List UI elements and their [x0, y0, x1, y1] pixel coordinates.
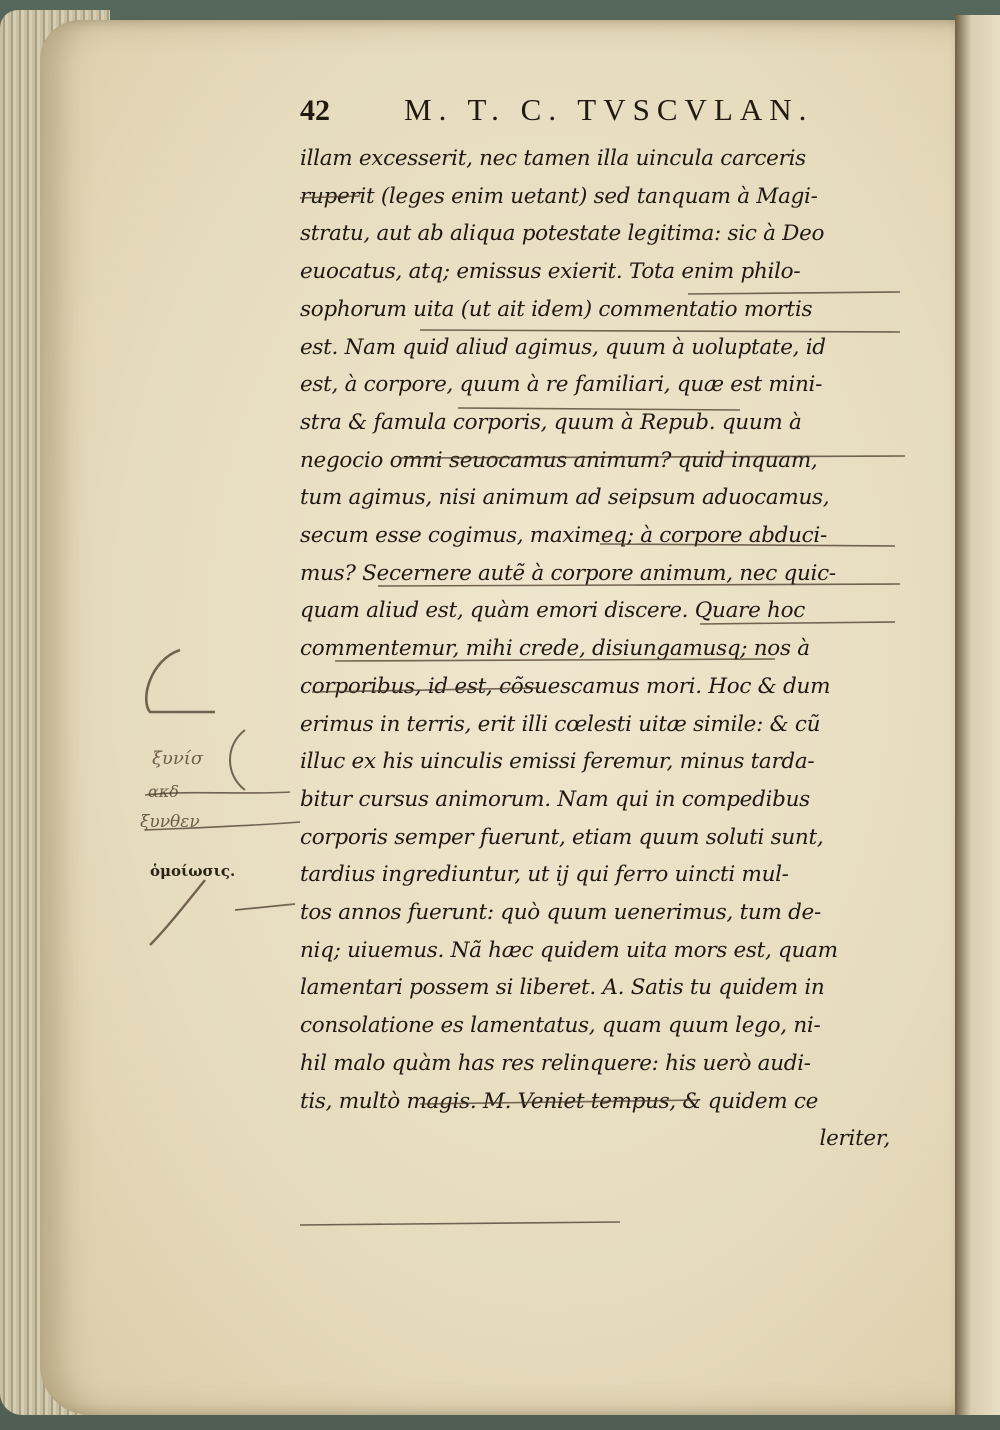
text-line: niq; uiuemus. Nã hæc quidem uita mors est, quam [300, 937, 838, 963]
text-line: erimus in terris, erit illi cœlesti uitæ simile: & cũ [300, 711, 821, 737]
strikethrough-mark [420, 330, 900, 332]
text-line: bitur cursus animorum. Nam qui in compedibus [300, 786, 810, 812]
text-line: est, à corpore, quum à re familiari, quæ est mini- [300, 372, 823, 398]
strikethrough-mark [600, 544, 895, 546]
strikethrough-mark [335, 659, 775, 661]
text-line: negocio omni seuocamus animum? quid inquam, [300, 447, 818, 473]
text-line: est. Nam quid aliud agimus, quum à uoluptate, id [300, 334, 826, 360]
text-line: lamentari possem si liberet. A. Satis tu quidem in [300, 975, 825, 1001]
text-line: consolatione es lamentatus, quam quum lego, ni- [300, 1013, 821, 1039]
marginal-note: ακδ [148, 782, 179, 801]
underline-mark [300, 1222, 620, 1225]
bracket-mark [146, 650, 215, 712]
text-line: tum agimus, nisi animum ad seipsum aduocamus, [300, 485, 830, 511]
marginal-note: ξυνθεν [140, 812, 200, 832]
strikethrough-mark [458, 408, 740, 410]
text-line: hil malo quàm has res relinquere: his uerò audi- [300, 1050, 811, 1076]
strikethrough-mark [400, 456, 905, 458]
strikethrough-mark [688, 292, 900, 294]
page-number: 42 [300, 94, 330, 127]
marginal-note: ξυνίσ [152, 748, 204, 769]
bracket-mark [230, 730, 245, 790]
text-line: stra & famula corporis, quum à Repub. quum à [300, 409, 802, 435]
text-line: corporibus, id est, cõsuescamus mori. Hoc & dum [300, 673, 831, 699]
bracket-mark [150, 880, 205, 945]
text-line: tardius ingrediuntur, ut ij qui ferro uincti mul- [300, 862, 789, 888]
marginal-note-greek: ὁμοίωσις. [150, 862, 236, 880]
bracket-mark [145, 792, 290, 795]
text-line: sophorum uita (ut ait idem) commentatio mortis [300, 296, 813, 322]
text-line: ruperit (leges enim uetant) sed tanquam à Magi- [300, 183, 818, 209]
underline-mark [300, 196, 360, 198]
underline-mark [420, 1100, 700, 1104]
catchword: leriter, [819, 1126, 890, 1152]
strikethrough-mark [378, 584, 900, 586]
text-line: quam aliud est, quàm emori discere. Quare hoc [300, 598, 805, 624]
text-line: tos annos fuerunt: quò quum uenerimus, tum de- [300, 900, 821, 926]
underline-mark [312, 688, 540, 692]
strikethrough-mark [700, 622, 895, 624]
text-line: corporis semper fuerunt, etiam quum soluti sunt, [300, 824, 824, 850]
text-line: illuc ex his uinculis emissi feremur, minus tarda- [300, 749, 815, 775]
bracket-mark [235, 904, 295, 910]
text-line: secum esse cogimus, maximeq; à corpore abduci- [300, 523, 827, 549]
text-line: stratu, aut ab aliqua potestate legitima: sic à Deo [300, 221, 825, 247]
text-line: euocatus, atq; emissus exierit. Tota enim philo- [300, 259, 801, 285]
text-line: illam excesserit, nec tamen illa uincula carceris [300, 146, 806, 171]
running-title: M. T. C. TVSCVLAN. [404, 92, 814, 127]
bracket-mark [145, 822, 300, 830]
text-line: commentemur, mihi crede, disiungamusq; nos à [300, 636, 810, 662]
text-line: mus? Secernere autẽ à corpore animum, nec quic- [300, 560, 836, 586]
text-line: tis, multò magis. M. Veniet tempus, & quidem ce [300, 1088, 819, 1114]
